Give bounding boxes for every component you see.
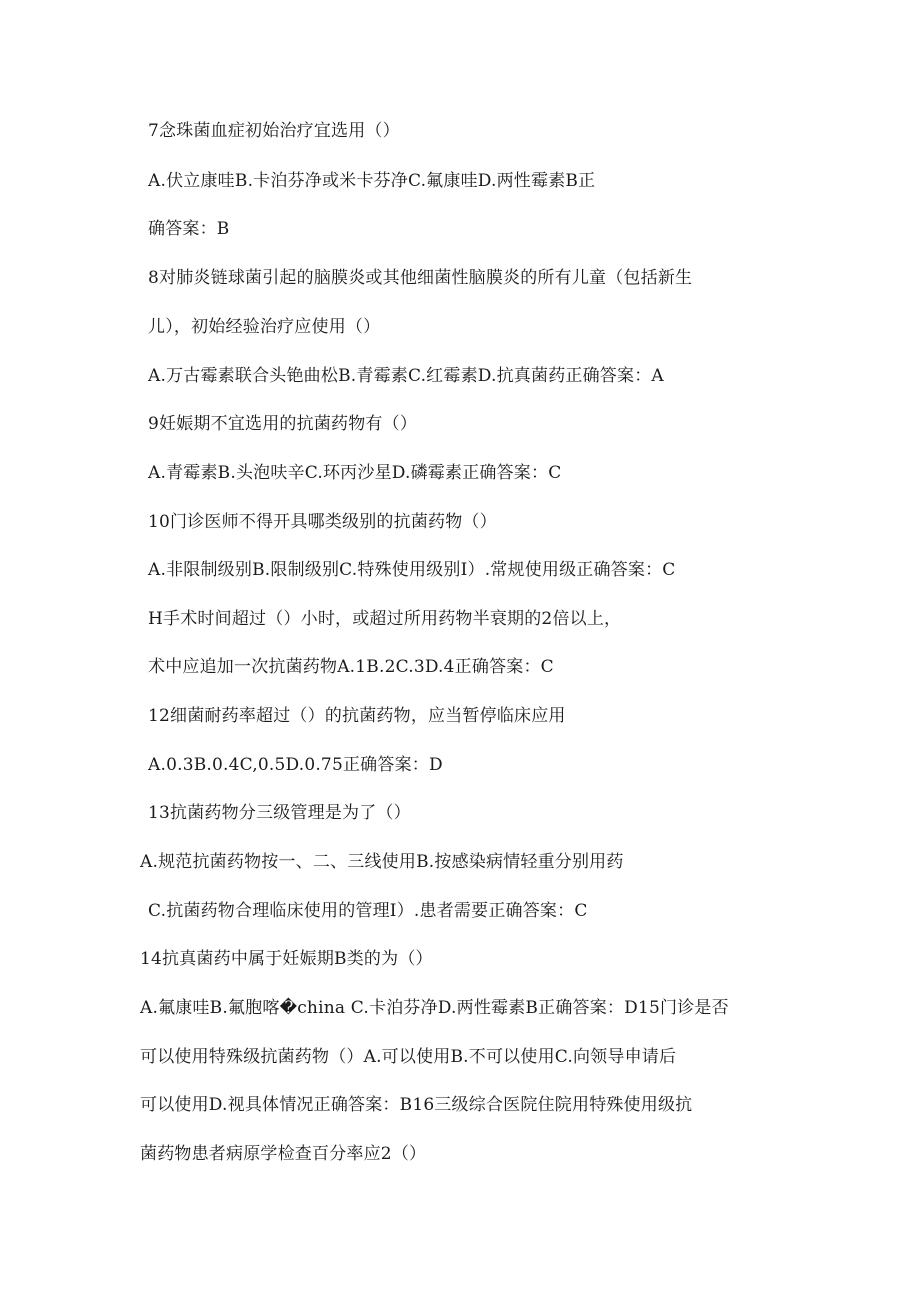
- question-12-stem: 12细菌耐药率超过（）的抗菌药物，应当暂停临床应用: [148, 706, 566, 726]
- question-13-stem: 13抗菌药物分三级管理是为了（）: [148, 803, 411, 823]
- question-12-options: A.0.3B.0.4C,0.5D.0.75正确答案：D: [148, 755, 443, 775]
- question-9-options: A.青霉素B.头泡呋辛C.环丙沙星D.磷霉素正确答案：C: [148, 463, 562, 483]
- question-8-options: A.万古霉素联合头铯曲松B.青霉素C.红霉素D.抗真菌药正确答案：A: [148, 366, 664, 386]
- question-14-options: A.氟康哇B.氟胞喀�china C.卡泊芬净D.两性霉素B正确答案：D15门诊是否: [140, 998, 729, 1018]
- question-7-stem: 7念珠菌血症初始治疗宜选用（）: [148, 121, 400, 141]
- question-13-options-cont: C.抗菌药物合理临床使用的管理I）.患者需要正确答案：C: [148, 901, 588, 921]
- question-10-options: A.非限制级别B.限制级别C.特殊使用级别I）.常规使用级正确答案：C: [148, 560, 676, 580]
- question-14-stem: 14抗真菌药中属于妊娠期B类的为（）: [140, 949, 433, 969]
- question-16-stem: 可以使用D.视具体情况正确答案：B16三级综合医院住院用特殊使用级抗: [140, 1095, 693, 1115]
- question-9-stem: 9妊娠期不宜选用的抗菌药物有（）: [148, 414, 418, 434]
- question-11-options: 术中应追加一次抗菌药物A.1B.2C.3D.4正确答案：C: [148, 657, 554, 677]
- question-10-stem: 10门诊医师不得开具哪类级别的抗菌药物（）: [148, 512, 497, 532]
- question-13-options: A.规范抗菌药物按一、二、三线使用B.按感染病情轻重分别用药: [140, 852, 624, 872]
- question-15-options: 可以使用特殊级抗菌药物（）A.可以使用B.不可以使用C.向领导申请后: [140, 1047, 677, 1067]
- question-8-stem-cont: 儿），初始经验治疗应使用（）: [148, 317, 381, 337]
- question-16-stem-cont: 菌药物患者病原学检查百分率应2（）: [140, 1144, 427, 1164]
- question-8-stem: 8对肺炎链球菌引起的脑膜炎或其他细菌性脑膜炎的所有儿童（包括新生: [148, 268, 693, 288]
- question-11-stem: H手术时间超过（）小时，或超过所用药物半衰期的2倍以上，: [148, 609, 622, 629]
- question-7-answer: 确答案：B: [148, 219, 230, 239]
- question-7-options: A.伏立康哇B.卡泊芬净或米卡芬净C.氟康哇D.两性霉素B正: [148, 171, 596, 191]
